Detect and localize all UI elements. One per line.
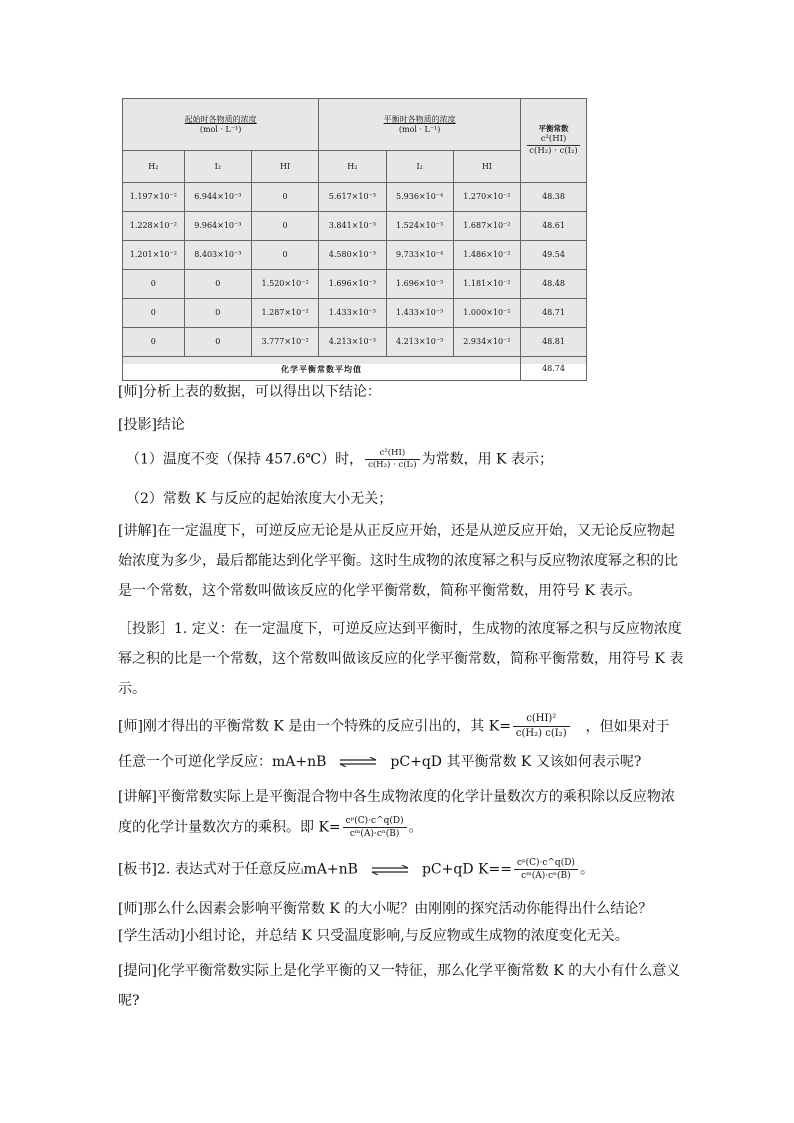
table-cell: 1.433×10⁻³ xyxy=(386,299,453,328)
table-cell: 0 xyxy=(123,270,185,299)
table-row xyxy=(123,299,587,328)
equilibrium-data-table xyxy=(122,98,587,374)
table-cell: 1.201×10⁻² xyxy=(123,241,185,270)
column-header: HI xyxy=(453,151,520,183)
explanation-2-line-2: 度的化学计量数次方的乘积。即 K= $\frac{\text{cᵖ(C)·c\textasciicircum{}q(D)}}{\text{cᵐ(A)·cⁿ(B)}}$ 。 xyxy=(118,816,423,839)
table-cell: 1.696×10⁻³ xyxy=(386,270,453,299)
question-paragraph: [提问]化学平衡常数实际上是化学平衡的又一特征，那么化学平衡常数 K 的大小有什么意义呢? xyxy=(118,963,681,1009)
column-header: I₂ xyxy=(386,151,453,183)
teacher-question-line-2: 任意一个可逆化学反应：mA+nB pC+qD 其平衡常数 K 又该如何表示呢? xyxy=(118,754,642,770)
table-cell: 1.228×10⁻² xyxy=(123,212,185,241)
general-k-fraction: $\frac{\text{cᵖ(C)·c\textasciicircum{}q(D)}}{\text{cᵐ(A)·cⁿ(B)}}$ xyxy=(343,815,407,840)
equilibrium-concentration-header: 平衡时各物质的浓度 (mol · L⁻¹) xyxy=(319,99,521,151)
table-cell: 1.287×10⁻² xyxy=(251,299,318,328)
equilibrium-constant-header: 平衡常数 $\frac{\text{c²(HI)}}{\text{c(H₂) · c(I₂)}}$ xyxy=(521,99,587,183)
reversible-arrow-icon xyxy=(338,757,378,767)
table-cell: 48.71 xyxy=(521,299,587,328)
table-cell: 0 xyxy=(184,299,251,328)
table-cell: 1.000×10⁻² xyxy=(453,299,520,328)
table-cell: 1.270×10⁻² xyxy=(453,183,520,212)
table-cell: 1.696×10⁻³ xyxy=(319,270,386,299)
definition-paragraph: ［投影］1. 定义：在一定温度下，可逆反应达到平衡时，生成物的浓度幂之积与反应物浓度幂之积的比是一个常数，这个常数叫做该反应的化学平衡常数，简称平衡常数，用符号 K 表示。 xyxy=(118,621,684,697)
table-cell: 4.580×10⁻³ xyxy=(319,241,386,270)
table-cell: 0 xyxy=(123,328,185,357)
table-cell: 9.964×10⁻³ xyxy=(184,212,251,241)
table-cell: 5.617×10⁻³ xyxy=(319,183,386,212)
column-header: I₂ xyxy=(184,151,251,183)
table-cell: 1.520×10⁻² xyxy=(251,270,318,299)
table-row xyxy=(123,212,587,241)
average-value: 48.74 xyxy=(521,357,587,381)
projection-conclusion: [投影]结论 xyxy=(118,417,185,433)
table-cell: 9.733×10⁻⁴ xyxy=(386,241,453,270)
teacher-question-line-1: [师]刚才得出的平衡常数 K 是由一个特殊的反应引出的，其 K= $\frac{\text{c(HI)²}}{\text{c(H₂) c(I₂)}}$ ，但如果对于 xyxy=(118,713,670,739)
k-fraction: $\frac{\text{c(HI)²}}{\text{c(H₂) c(I₂)}}$ xyxy=(513,712,570,741)
table-cell: 48.48 xyxy=(521,270,587,299)
conclusion-1: （1）温度不变（保持 457.6℃）时， $\frac{\text{c²(HI)}}{\text{c(H₂) · c(I₂)}}$ 为常数，用 K 表示； xyxy=(126,448,553,470)
board-k-fraction: $\frac{\text{cᵖ(C)·c\textasciicircum{}q(D)}}{\text{cᵐ(A)·cⁿ(B)}}$ xyxy=(514,857,578,882)
column-header: H₂ xyxy=(123,151,185,183)
table-cell: 0 xyxy=(184,270,251,299)
table-cell: 1.197×10⁻² xyxy=(123,183,185,212)
table-cell: 3.841×10⁻³ xyxy=(319,212,386,241)
table-cell: 48.81 xyxy=(521,328,587,357)
table-cell: 1.486×10⁻² xyxy=(453,241,520,270)
table-cell: 49.54 xyxy=(521,241,587,270)
explanation-2-line-1: [讲解]平衡常数实际上是平衡混合物中各生成物浓度的化学计量数次方的乘积除以反应物浓 xyxy=(118,789,675,805)
table-row xyxy=(123,270,587,299)
teacher-line-1: [师]分析上表的数据，可以得出以下结论： xyxy=(118,384,381,400)
reversible-arrow-icon xyxy=(370,865,410,875)
conclusion-2: （2）常数 K 与反应的起始浓度大小无关； xyxy=(126,491,393,507)
student-activity: [学生活动]小组讨论，并总结 K 只受温度影响,与反应物或生成物的浓度变化无关。 xyxy=(118,928,629,944)
table-cell: 0 xyxy=(251,241,318,270)
average-label: 化学平衡常数平均值 xyxy=(123,357,521,381)
table-cell: 0 xyxy=(123,299,185,328)
table-row xyxy=(123,241,587,270)
table-cell: 4.213×10⁻³ xyxy=(386,328,453,357)
table-cell: 48.61 xyxy=(521,212,587,241)
column-header: H₂ xyxy=(319,151,386,183)
board-writing-line: [板书]2. 表达式对于任意反应ᵢmA+nB pC+qD K== $\frac{\text{cᵖ(C)·c\textasciicircum{}q(D)}}{\text{cᵐ(A)·cⁿ(B)}}$ 。 xyxy=(118,858,594,881)
table-cell: 0 xyxy=(184,328,251,357)
table-cell: 1.181×10⁻² xyxy=(453,270,520,299)
table-cell: 8.403×10⁻³ xyxy=(184,241,251,270)
table-cell: 0 xyxy=(251,212,318,241)
table-cell: 1.433×10⁻³ xyxy=(319,299,386,328)
table-cell: 2.934×10⁻² xyxy=(453,328,520,357)
table-row xyxy=(123,183,587,212)
table-cell: 6.944×10⁻³ xyxy=(184,183,251,212)
table-cell: 1.524×10⁻³ xyxy=(386,212,453,241)
initial-concentration-header: 起始时各物质的浓度 (mol · L⁻¹) xyxy=(123,99,319,151)
teacher-question-factors: [师]那么什么因素会影响平衡常数 K 的大小呢？由刚刚的探究活动你能得出什么结论？ xyxy=(118,901,653,917)
column-header: HI xyxy=(251,151,318,183)
table-row xyxy=(123,328,587,357)
table-cell: 0 xyxy=(251,183,318,212)
table-cell: 4.213×10⁻³ xyxy=(319,328,386,357)
table-cell: 1.687×10⁻² xyxy=(453,212,520,241)
c1-fraction: $\frac{\text{c²(HI)}}{\text{c(H₂) · c(I₂)}}$ xyxy=(365,448,419,471)
table-cell: 5.936×10⁻⁴ xyxy=(386,183,453,212)
table-cell: 3.777×10⁻² xyxy=(251,328,318,357)
explanation-paragraph: [讲解]在一定温度下，可逆反应无论是从正反应开始，还是从逆反应开始，又无论反应物起始浓度为多少，最后都能达到化学平衡。这时生成物的浓度幂之积与反应物浓度幂之积的比是一个常数，这个常数叫做该反应的化学平衡常数，简称平衡常数，用符号 K 表示。 xyxy=(118,523,678,599)
table-cell: 48.38 xyxy=(521,183,587,212)
